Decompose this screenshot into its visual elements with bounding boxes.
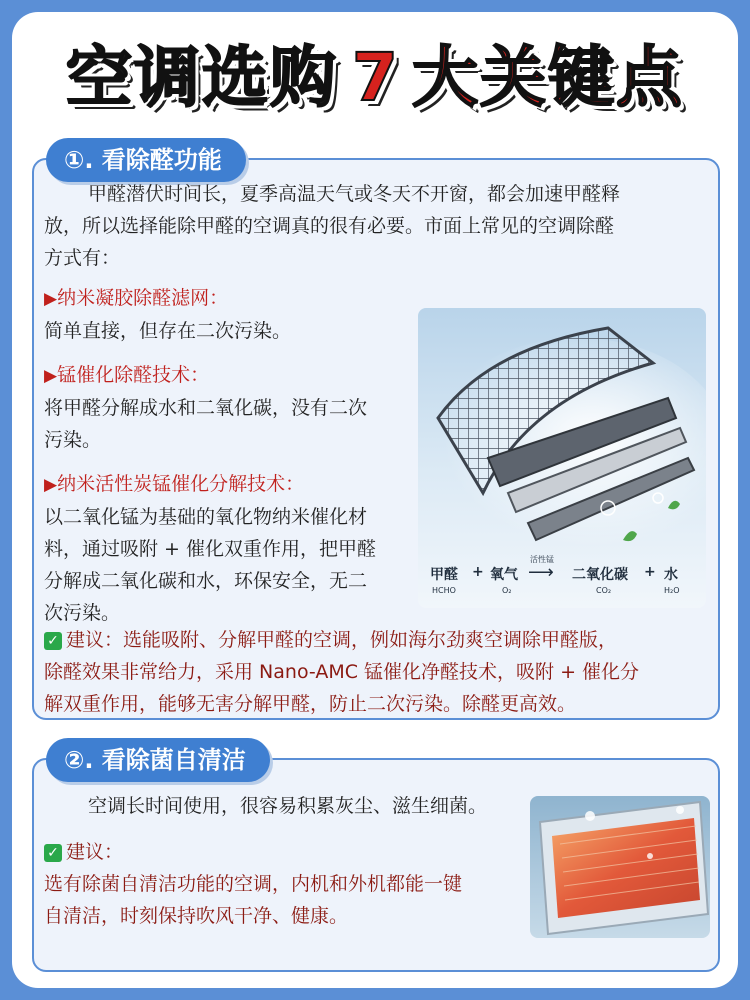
title-part-1: 空调选购 — [66, 39, 339, 116]
formula-product-1-sub: CO₂ — [596, 586, 612, 595]
formula-product-2-sub: H₂O — [664, 586, 680, 595]
formula-catalyst: 活性锰 — [530, 555, 554, 564]
method-1-title-text: 纳米凝胶除醛滤网： — [57, 287, 229, 309]
formula-reactant-2-sub: O₂ — [502, 586, 512, 595]
method-list — [44, 282, 414, 629]
triangle-right-icon: ▶ — [44, 475, 58, 495]
method-3-desc-3: 分解成二氧化碳和水，环保安全，无二 — [44, 570, 368, 592]
formula-reactant-2: 氧气 — [490, 567, 518, 583]
method-1-title — [44, 282, 414, 315]
section-2-advice-label-text: 建议： — [66, 841, 124, 863]
method-3-desc-1: 以二氧化锰为基础的氧化物纳米催化材 — [44, 506, 368, 528]
section-2-advice — [44, 836, 534, 932]
title-part-3: 大关键点 — [411, 39, 684, 116]
intro-line-2: 放，所以选择能除甲醛的空调真的很有必要。市面上常见的空调除醛 — [44, 215, 615, 237]
self-clean-illustration — [530, 796, 710, 938]
method-1-desc-1: 简单直接，但存在二次污染。 — [44, 320, 292, 342]
check-box-icon: ✓ — [44, 632, 62, 650]
method-2-desc-2: 污染。 — [44, 429, 102, 451]
method-3-desc-4: 次污染。 — [44, 602, 121, 624]
check-box-icon: ✓ — [44, 844, 62, 862]
advice-line-1-text: 建议：选能吸附、分解甲醛的空调，例如海尔劲爽空调除甲醛版， — [66, 629, 618, 651]
section-2-advice-label — [44, 836, 534, 868]
section-1-intro — [44, 178, 704, 274]
section-2-advice-line-1: 选有除菌自清洁功能的空调，内机和外机都能一键 — [44, 873, 463, 895]
section-2-advice-line-2: 自清洁，时刻保持吹风干净、健康。 — [44, 905, 349, 927]
ac-unit-graphic — [530, 796, 710, 938]
triangle-right-icon: ▶ — [44, 289, 58, 309]
title-part-2: 7 — [352, 39, 398, 116]
formula-reactant-1-sub: HCHO — [432, 586, 456, 595]
triangle-right-icon: ▶ — [44, 366, 58, 386]
method-3-desc-2: 料，通过吸附 + 催化双重作用，把甲醛 — [44, 538, 376, 560]
method-2-title — [44, 359, 414, 392]
method-2-desc-1: 将甲醛分解成水和二氧化碳，没有二次 — [44, 397, 368, 419]
advice-line-1 — [44, 624, 712, 656]
page-title — [0, 28, 750, 128]
formula-plus-2: + — [644, 564, 656, 580]
filter-layers-graphic — [418, 308, 706, 608]
formula-product-2: 水 — [664, 567, 678, 583]
section-2-heading: ②. 看除菌自清洁 — [46, 738, 270, 782]
filter-illustration — [418, 308, 706, 608]
intro-line-3: 方式有： — [44, 247, 121, 269]
formula-plus-1: + — [472, 564, 484, 580]
method-3-title-text: 纳米活性炭锰催化分解技术： — [57, 473, 305, 495]
advice-line-3: 解双重作用，能够无害分解甲醛，防止二次污染。除醛更高效。 — [44, 693, 577, 715]
section-1-advice — [44, 624, 712, 720]
formula-product-1: 二氧化碳 — [572, 567, 628, 583]
intro-line-1: 甲醛潜伏时间长，夏季高温天气或冬天不开窗，都会加速甲醛释 — [88, 183, 621, 205]
section-2-intro: 空调长时间使用，很容易积累灰尘、滋生细菌。 — [88, 795, 488, 817]
section-1-heading: ①. 看除醛功能 — [46, 138, 246, 182]
advice-line-2: 除醛效果非常给力，采用 Nano-AMC 锰催化净醛技术，吸附 + 催化分 — [44, 661, 640, 683]
method-3-title — [44, 468, 414, 501]
method-2-title-text: 锰催化除醛技术： — [57, 364, 210, 386]
formula-arrow-icon: ⟶ — [528, 562, 554, 583]
formula-row — [418, 555, 706, 604]
formula-reactant-1: 甲醛 — [430, 567, 458, 583]
